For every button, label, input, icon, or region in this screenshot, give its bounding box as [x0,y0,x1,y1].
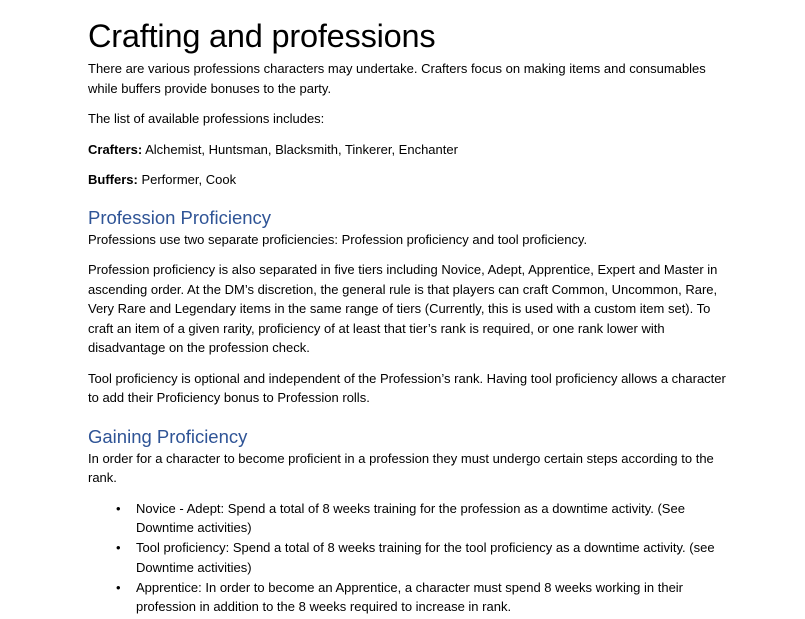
list-item-text: Tool proficiency: Spend a total of 8 weeks training for the tool proficiency as a downtime activity. (see Downtime activities) [136,540,715,575]
intro-paragraph: There are various professions characters may undertake. Crafters focus on making items and consumables while buffers provide bonuses to the party. [88,61,706,96]
document-page [88,0,728,617]
list-item-text: Apprentice: In order to become an Apprentice, a character must spend 8 weeks working in their profession in addition to the 8 weeks required to increase in rank. [136,579,684,614]
bullet-icon: • [116,540,121,555]
proficiency-paragraph-1: Professions use two separate proficiencies: Profession proficiency and tool proficiency. [88,231,588,247]
list-item [88,538,728,577]
gaining-proficiency-heading: Gaining Proficiency [88,425,248,447]
page-title: Crafting and professions [88,18,436,54]
proficiency-paragraph-3: Tool proficiency is optional and independent of the Profession’s rank. Having tool proficiency allows a character to add their Proficiency bonus to Profession rolls. [88,370,726,405]
proficiency-paragraph-2: Profession proficiency is also separated in five tiers including Novice, Adept, Apprentice, Expert and Master in ascending order. At the DM’s discretion, the general rule is that players can craft Common, Uncommon, Rare, Very Rare and Legendary items in the same range of tiers (Currently, this is used with a custom item set). To craft an item of a given rarity, proficiency of at least that tier’s rank is required, or one rank lower with disadvantage on the profession check. [88,262,718,355]
bullet-icon: • [116,500,121,516]
crafters-label: Crafters: [88,141,143,157]
list-item-text: Novice - Adept: Spend a total of 8 weeks training for the profession as a downtime activity. (See Downtime activities) [136,500,685,535]
list-item [88,578,728,617]
profession-proficiency-heading: Profession Proficiency [88,206,272,228]
list-item [88,499,728,538]
buffers-paragraph [88,170,728,190]
gaining-paragraph-1: In order for a character to become proficient in a profession they must undergo certain steps according to the rank. [88,450,714,485]
crafters-paragraph [88,140,728,160]
bullet-icon: • [116,579,121,595]
list-intro-paragraph: The list of available professions includes: [88,111,325,126]
crafters-list: Alchemist, Huntsman, Blacksmith, Tinkerer, Enchanter [142,141,458,157]
buffers-list: Performer, Cook [137,172,237,187]
gaining-steps-list [88,499,728,617]
buffers-label: Buffers: [88,172,138,187]
